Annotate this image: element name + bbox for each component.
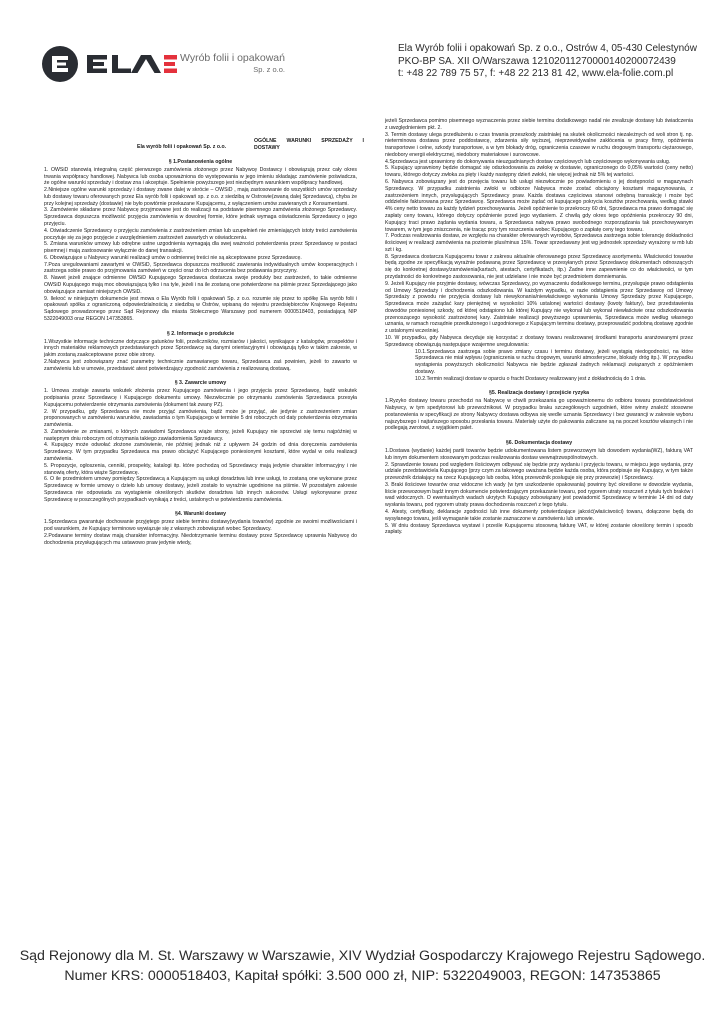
section-heading: § 1.Postanowienia ogólne <box>168 158 233 165</box>
clause-paragraph: 10.1.Sprzedawca zastrzega sobie prawo zmiany czasu i terminu dostawy, jeżeli wystąpią niedogodności, na które Sprzedawca nie miał wpływu (ograniczenia w ruchu drogowym, warunki atmosferyczne, blokady dróg itp.). W przypadku wystąpienia powyższych okoliczności Nabywca nie będzie zgłaszał żadnych reklamacji związanych z opóźnieniem dostawy. <box>415 348 693 375</box>
terms-left-column <box>44 118 364 546</box>
clause-paragraph: 1. Umowa zostaje zawarta wskutek złożenia przez Kupującego zamówienia i jego przyjęcia przez Sprzedawcę, bądź wskutek podpisania przez Sprzedawcę i Kupującego dokumentu umowy. Niezwłocznie po otrzymaniu zamówienia Sprzedawca przesyła Kupującemu potwierdzenie otrzymania zamówienia (dokument tak zwany PZ). <box>44 388 357 408</box>
footer-registry-line: Numer KRS: 0000518403, Kapitał spółki: 3.500 000 zł, NIP: 5322049003, REGON: 147353865 <box>64 968 661 984</box>
document-title: OGÓLNE WARUNKI SPRZEDAŻY I DOSTAWY <box>254 138 364 151</box>
clause-paragraph: 10. W przypadku, gdy Nabywca decyduje się korzystać z dostawy towaru realizowanej środkami transportu aranżowanymi przez Sprzedawcę obowiązują następujące wzajemne uregulowania: <box>385 335 693 348</box>
clause-paragraph: 2.Niniejsze ogólne warunki sprzedaży i dostawy zwane dalej w skrócie – OWSiD , mają zastosowanie do wszystkich umów sprzedaży lub dostawy towaru oferowanych przez Ela wyrób folii i opakowań sp. z o.o. z siedzibą w Ostrowie(zwaną dalej Sprzedawcą), chyba że przy kolejnej sprzedaży (dostawie) nie było powtórnie przekazane Kupującemu, z wyłączeniem umów zawieranych z Konsumentami. <box>44 187 357 207</box>
section-gap <box>385 432 693 438</box>
section-heading: §6. Dokumentacja dostawy <box>505 440 573 447</box>
clause-paragraph: 8. Nawet jeżeli znające odmienne OWSiD Kupującego Sprzedawca dostarcza swoje produkty bez zastrzeżeń, to takie odmienne OWSiD Kupującego mają moc obowiązującą tylko i na tyle, jeżeli i na ile zostaną one potwierdzone na piśmie przez Sprzedającego jako obowiązujące zamiast niniejszych OWSiD. <box>44 275 357 295</box>
clause-paragraph: 5. Kupujący uprawniony będzie domagać się odszkodowania za zwłokę w dostawie, ograniczonego do 0,05% wartości (ceny netto) towaru, którego dotyczy zwłoka za pięty i każdy następny dzień zwłoki, nie więcej jednak niż 5% tej wartości. <box>385 165 693 179</box>
terms-right-column <box>385 118 693 536</box>
company-contact-block <box>398 43 708 81</box>
clause-paragraph: 3. Zamówienie ze zmianami, o których zawiadomi Sprzedawca wiąże strony, jeżeli Kupujący nie sprzeciwi się temu najpóźniej w następnym dniu roboczym od otrzymania takiego zawiadomienia Sprzedawcy. <box>44 428 357 442</box>
clause-paragraph: 2.Nabywca jest zobowiązany znać parametry technicznie zamawianego towaru, Sprzedawca zaś powinien, jeżeli to zawarto w zamówieniu lub w umowie, przedstawić atest potwierdzający zgodność zamówienia z realizowaną dostawą. <box>44 358 357 372</box>
clause-paragraph: 6. Obowiązujące u Nabywcy warunki realizacji umów o odmiennej treści nie są akceptowane przez Sprzedawcę. <box>44 254 302 261</box>
section-gap <box>44 503 357 509</box>
clause-paragraph: jeżeli Sprzedawca pomimo pisemnego wyznaczenia przez siebie terminu dodatkowego nadal nie zrealizuje dostawy lub świadczenia z uwzględnieniem pkt. 2. <box>385 118 693 131</box>
section-heading: §4. Warunki dostawy <box>174 511 227 518</box>
section-heading: § 2. Informacje o produkcie <box>166 330 235 337</box>
section-heading: § 3. Zawarcie umowy <box>174 380 227 387</box>
clause-paragraph: 1.Dostawa (wydanie) każdej partii towarów będzie udokumentowana listem przewozowym lub dowodem wydania(WZ), fakturą VAT lub innym dokumentem stosowanym podczas realizowania dostaw wewnątrzwspólnotowych. <box>385 447 693 461</box>
clause-paragraph: 6. Nabywca zobowiązany jest do przejęcia towaru lub usługi niezwłocznie po powiadomieniu o jej dostępności w magazynach Sprzedawcy. W przypadku zaistnienia zwłoki w odbiorze Nabywca może zostać obciążony kosztami magazynowania, z zastrzeżeniem innych, przysługujących Sprzedawcy praw. Każda dostawa częściowa stanowi odrębną transakcję i może być oddzielnie fakturowana przez Sprzedawcę. Sprzedawca może żądać od kupującego pokrycia kosztów przechowania, według stawki 4% ceny netto towaru za każdy tydzień przechowywania. Jeżeli opóźnienie to przekroczy 60 dni, Sprzedawca ma prawo domagać się zapłaty ceny towaru, którego dotyczy opóźnienie przed jego wydaniem. Z chwilą gdy okres tego opóźnienia przekroczy 90 dni, Kupujący traci prawo żądania wydania towaru, a Sprzedawca nabywa prawo swobodnego rozporządzania tak przechowywanym towarem, w tym jego zniszczenia, nie tracąc przy tym roszczenia wobec Kupującego o zapłatę ceny tego towaru. <box>385 179 693 233</box>
clause-paragraph: 8. Sprzedawca dostarcza Kupującemu towar z zakresu aktualnie oferowanego przez Sprzedawcę asortymentu. Właściwości towarów będą zgodne ze specyfikacją wyraźnie podawaną przez Sprzedawcę w przesyłanych przez Sprzedawcę dokumentach odnoszących się do konkretnej dostawy/zamówienia(kartach, atestach, certyfikatach, itp.) Żadne inne zapewnienie co do właściwości, w tym przydatności do konkretnego zastosowania, nie jest udzielane i nie może być przedmiotem domniemania. <box>385 253 693 280</box>
clause-paragraph: 1.Ryzyko dostawy towaru przechodzi na Nabywcę w chwili przekazania go upoważnionemu do odbioru towaru przedstawicielowi Nabywcy, w tym spedytorowi lub przewoźnikowi. W przypadku braku szczegółowych uzgodnień, które winny znaleźć stosowne postanowienia w specyfikacji ze strony Nabywcy dostawa odbywa się wedle uznania Sprzedawcy i bez gwarancji w zakresie wyboru najszybszego i najtańszego sposobu przesłania towaru. Materiały użyte do pakowania zaliczane są na poczet kosztów własnych i nie podlegają zwrotowi, z wyjątkiem palet. <box>385 398 693 432</box>
clause-paragraph: 3. Termin dostawy ulega przedłużeniu o czas trwania przeszkody zaistniałej na skutek okoliczności niezależnych od woli stron tj. np. nieterminowa dostawa przez poddostawcę, zdarzenia siły wyższej, nieprzewidywalne zakłócenia w pracy firmy, opóźnienia transportowe i celne, szkody transportowe, a w tym blokady dróg, ograniczenia czasowe w ruchu drogowym transportu ciężarowego, niedobory energii elektrycznej, niedobory materiałowe i surowcowe. <box>385 131 693 158</box>
clause-paragraph: 4. Atesty, certyfikaty, deklaracje zgodności lub inne dokumenty potwierdzające jakość(właściwości) towaru, dołączone będą do wysyłanego towaru, jeśli wymaganie takie zostanie zaznaczone w zamówieniu lub umowie. <box>385 508 693 522</box>
clause-paragraph: 10.2.Termin realizacji dostaw w oparciu o fracht Dostawcy realizowany jest z dokładnością do 1 dnia. <box>415 375 647 382</box>
logo-tagline <box>180 52 285 76</box>
section-gap <box>385 382 693 388</box>
clause-paragraph: 2. Sprawdzenie towaru pod względem ilościowym odbywać się będzie przy wydaniu i przyjęciu towaru, w miejscu jego wydania, przy udziale przedstawiciela Kupującego (przy czym za takowego uważana będzie każda osoba, która podpisuje się Kupujący, w tym także przewoźnik działający na rzecz Kupującego lub osoba, którą przewoźnik posługuje się przy przewozie) i Sprzedawcy. <box>385 461 693 482</box>
company-bank-account: PKO-BP SA. XII O/Warszawa 12102011270000140200072439 <box>398 55 676 67</box>
section-gap <box>44 323 357 329</box>
clause-paragraph: 5. Zmiana warunków umowy lub odrębne ustne uzgodnienia wymagają dla swej ważności potwierdzenia przez Sprzedawcę w postaci pisemnej i mają zastosowanie wyłącznie do danej transakcji. <box>44 241 357 255</box>
clause-paragraph: 2. W przypadku, gdy Sprzedawca nie może przyjąć zamówienia, bądź może je przyjąć, ale jedynie z zastrzeżeniem zmian proponowanych w zamówieniu warunków, zawiadamia o tym Kupującego w terminie 5 dni roboczych od daty potwierdzenia otrzymania zamówienia. <box>44 408 357 429</box>
clause-paragraph: 7.Poza uregulowaniami zawartymi w OWSiD, Sprzedawca dopuszcza możliwość zawierania indywidualnych umów kooperacyjnych i zastrzega sobie prawo do przyjmowania zamówień w części oraz do ich odrzucenia bez podawania przyczyny. <box>44 261 357 275</box>
clause-paragraph: 3. Zamówienie składane przez Nabywcę przyjmowane jest do realizacji na podstawie pisemnego zamówienia złożonego Sprzedawcy. Sprzedawca dopuszcza możliwość przyjęcia zamówienia w dowolnej formie, które jednak wymaga oświadczenia Sprzedawcy o jego przyjęciu. <box>44 207 357 227</box>
section-gap <box>44 372 357 378</box>
clause-paragraph: 3. Braki ilościowe towarów oraz widoczne ich wady (w tym uszkodzenie opakowania) powinny być określone w dowodzie wydania, liście przewozowym bądź innym dokumencie potwierdzającym przekazanie towaru, pod rygorem utraty roszczeń z tytułu tych braków i wad widocznych. O ewentualnych wadach ukrytych Kupujący zobowiązany jest powiadomić Sprzedawcę w terminie 14 dni od daty wysłania towaru, pod rygorem utraty prawa dochodzenia roszczeń z tego tytułu. <box>385 481 693 509</box>
tagline-text: Wyrób folii i opakowań <box>180 52 285 64</box>
company-contact: t: +48 22 789 75 57, f: +48 22 213 81 42, www.ela-folie.com.pl <box>398 68 674 79</box>
clause-paragraph: 4.Sprzedawca jest uprawniony do dokonywania nieuzgadnianych dostaw częściowych lub częściowego wykonywania usług. <box>385 158 671 165</box>
footer-court-line: Sąd Rejonowy dla M. St. Warszawy w Warszawie, XIV Wydział Gospodarczy Krajowego Rejestru Sądowego. <box>19 948 706 964</box>
clause-paragraph: 9. Jeżeli Kupujący nie przyjmie dostawy, wówczas Sprzedawcy, po wyznaczeniu dodatkowego terminu, przysługuje prawo odstąpienia od Umowy Sprzedaży i dochodzenia odszkodowania. W każdym wypadku, w razie odstąpienia przez Sprzedawcę od Umowy Sprzedaży z powodu nie przyjęcia dostawy lub niewykonania/niewłaściwego wykonania Umowy Sprzedaży przez Kupującego, Sprzedawca może zażądać kary pieniężnej w wysokości 10% ustalonej wartości dostawy (kwoty faktury), bez przedstawienia dowodów poniesionej szkody, od której odstąpiono lub której Kupujący nie wykonał lub wykonał niewłaściwie oraz odszkodowania przenoszącego wysokość zastrzeżonej kary. Zaistniałe realizacji powyższego uprawnienia, Sprzedawca może według własnego uznania, w ramach rozsądnie przedłużonego i uzgodnionego z Kupującym terminu dostawy, przeprowadzić podobną dostawę zgodnie z ustalonymi wcześniej. <box>385 280 693 335</box>
company-address: Ela Wyrób folii i opakowań Sp. z o.o., Ostrów 4, 05-430 Celestynów <box>398 43 697 54</box>
clause-paragraph: 4. Kupujący może odwołać złożone zamówienie, nie później jednak niż z upływem 24 godzin od dnia doręczenia zamówienia Sprzedawcy. W tym przypadku Sprzedawca ma prawo obciążyć Kupującego poniesionymi kosztami, które wydał w celu realizacji zamówienia. <box>44 442 357 462</box>
clause-paragraph: 5. Propozycje, ogłoszenia, cenniki, prospekty, katalogi itp. które pochodzą od Sprzedawcy mają jedynie charakter informacyjny i nie stanowią oferty, która wiąże Sprzedawcę. <box>44 462 357 476</box>
clause-paragraph: 6. O ile przedmiotem umowy pomiędzy Sprzedawcą a Kupującym są usługi doradztwa lub inne usługi, to zostaną one wykonane przez Sprzedawcę w formie umowy o dzieło lub umowy dostawy, jeżeli zostało to wyraźnie ugodnione na piśmie. W pozostałym zakresie Sprzedawca nie odpowiada za wystąpienie określonych skutków doradztwa lub innych sukcesów. Usługi wykonywane przez Sprzedawcę w poszczególnych przypadkach wynikają z treści, ustalonych w potwierdzeniu zamówienia. <box>44 476 357 503</box>
clause-paragraph: 1.Wszystkie informacje techniczne dotyczące gatunków folii, przeliczników, rozmiarów i jakości, wynikające z katalogów, prospektów i innych materiałów reklamowych przedstawianych przez Sprzedawcę są danymi orientacyjnymi i obowiązują tylko w takim zakresie, w jakim zostaną zaakceptowane przez obie strony. <box>44 338 357 359</box>
clause-paragraph: 1. OWSiD stanowią integralną część pierwszego zamówienia złożonego przez Nabywcę Dostawcy i obowiązują przez cały okres trwania współpracy handlowej. Nabywca lub osoba upoważniona do występowania w jego imieniu składając zamówienie poświadcza, że ogólne warunki sprzedaży i dostaw zna i akceptuje. Spełnienie powyższego jest niezbędnym warunkiem współpracy handlowej. <box>44 166 357 187</box>
registration-footer <box>0 946 725 986</box>
section-heading: §5. Realizacja dostawy i przejście ryzyka <box>488 390 590 397</box>
clause-paragraph: 5. W dniu dostawy Sprzedawca wystawi i prześle Kupującemu stosowną fakturę VAT, w której zostanie określony termin i sposób zapłaty. <box>385 522 693 536</box>
clause-paragraph: 4. Oświadczenie Sprzedawcy o przyjęciu zamówienia z zastrzeżeniem zmian lub uzupełnień nie zmieniających istoty treści zamówienia poczytuje się za jego przyjęcie z uwzględnieniem zastrzeżeń zawartych w oświadczeniu. <box>44 227 357 241</box>
clause-paragraph: 9. Ilekroć w niniejszym dokumencie jest mowa o Ela Wyrób folii i opakowań Sp. z o.o. rozumie się przez to spółkę Ela wyrób folii i opakowań spółka z ograniczoną odpowiedzialnością z siedzibą w Ostrów, wpisaną do rejestru przedsiębiorców Krajowego Rejestru Sądowego prowadzonego przez Sąd Rejonowy dla miasta Stołecznego Warszawy pod numerem 0000518403, posiadającą NIP 5322049003 oraz REGON 147353865. <box>44 295 357 322</box>
clause-paragraph: 7. Podczas realizowania dostaw, ze względu na charakter oferowanych wyrobów, Sprzedawca zastrzega sobie tolerancję dokładności ilościowej w realizacji zamówienia na poziomie plus/minus 15%. Towar sprzedawany jest wg jednostek sprzedaży wyrażony w mb lub szt i kg. <box>385 233 693 253</box>
tagline-subtext: Sp. z o.o. <box>253 65 285 74</box>
clause-paragraph: 2.Podawane terminy dostaw mają charakter informacyjny. Niedotrzymanie terminu dostawy przez Sprzedawcę uprawnia Nabywcę do dochodzenia przysługujących mu ustawowo praw jedynie wtedy, <box>44 532 357 546</box>
seller-name: Ela wyrób folii i opakowań Sp. z o.o. <box>137 144 227 151</box>
clause-paragraph: 1.Sprzedawca gwarantuje dochowanie przyjętego przez siebie terminu dostawy(wydania towarów) zgodnie ze swoimi możliwościami i pod warunkiem, że Kupujący terminowo wywiązuje się z własnych zobowiązań wobec Sprzedawcy. <box>44 519 357 533</box>
